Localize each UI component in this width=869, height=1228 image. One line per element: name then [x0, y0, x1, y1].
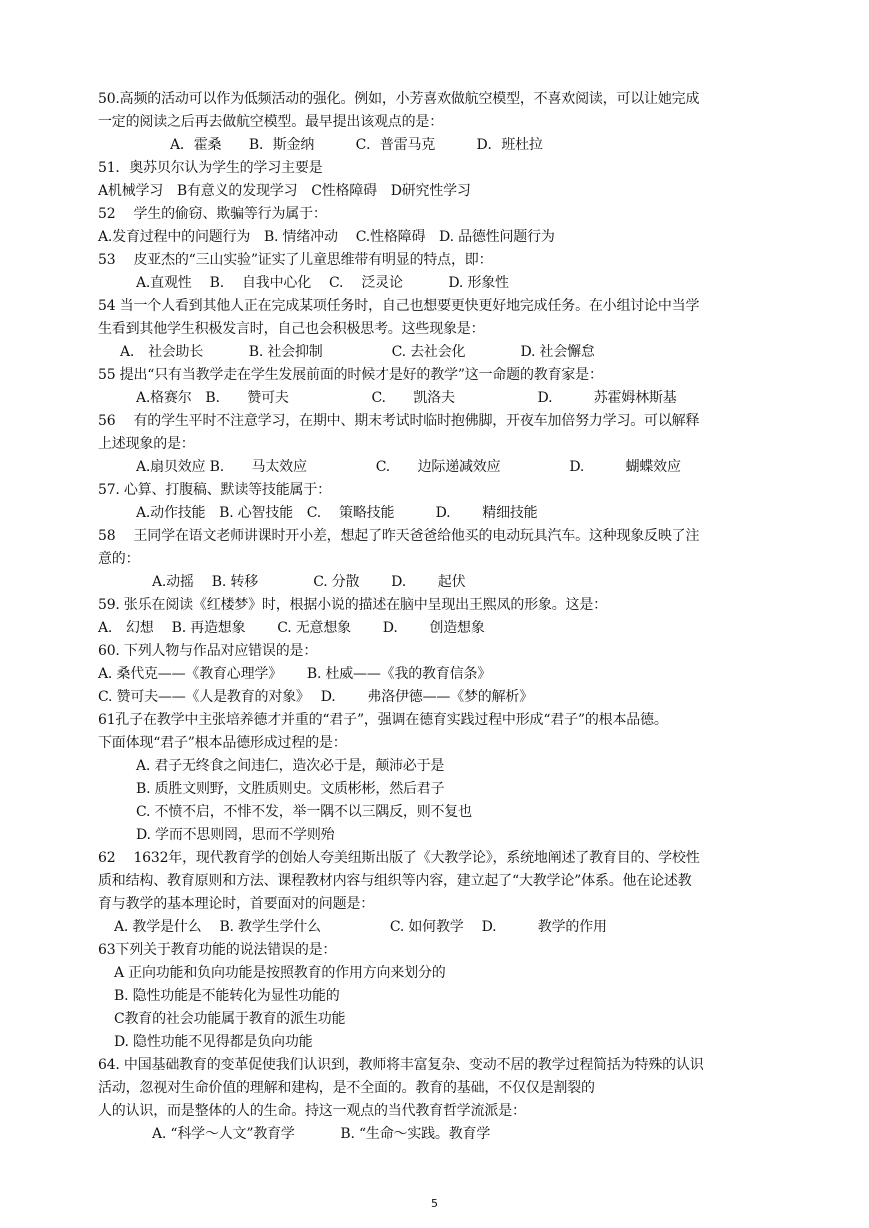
- q56-options: A.扇贝效应 B. 马太效应 C. 边际递减效应 D. 蝴蝶效应: [136, 459, 681, 475]
- q61-stem-line2: 下面体现“君子”根本品德形成过程的是：: [98, 735, 347, 751]
- q52-stem: 52 学生的偷窃、欺骗等行为属于：: [98, 206, 327, 222]
- q51-options: A机械学习 B有意义的发现学习 C性格障碍 D研究性学习: [98, 183, 471, 199]
- q55-options: A.格赛尔 B. 赞可夫 C. 凯洛夫 D. 苏霍姆林斯基: [136, 390, 677, 406]
- q64-stem-line1: 64. 中国基础教育的变革促使我们认识到，教师将丰富复杂、变动不居的教学过程简括为特殊的认识: [98, 1057, 704, 1073]
- q53-options: A.直观性 B. 自我中心化 C. 泛灵论 D. 形象性: [136, 275, 509, 291]
- q59-options: A. 幻想 B. 再造想象 C. 无意想象 D. 创造想象: [98, 620, 485, 636]
- q60-options-line1: A. 桑代克——《教育心理学》 B. 杜威——《我的教育信条》: [98, 666, 492, 682]
- q62-options: A. 教学是什么 B. 教学生学什么 C. 如何教学 D. 教学的作用: [114, 919, 607, 935]
- q61-option-a: A. 君子无终食之间违仁，造次必于是，颠沛必于是: [136, 758, 445, 774]
- q64-stem-line3: 人的认识，而是整体的人的生命。持这一观点的当代教育哲学流派是：: [98, 1103, 526, 1119]
- q64-stem-line2: 活动，忽视对生命价值的理解和建构，是不全面的。教育的基础，不仅仅是割裂的: [98, 1080, 595, 1096]
- q56-stem-line2: 上述现象的是：: [98, 436, 195, 452]
- q61-option-b: B. 质胜文则野，文胜质则史。文质彬彬，然后君子: [136, 781, 445, 797]
- q58-stem-line1: 58 王同学在语文老师讲课时开小差，想起了昨天爸爸给他买的电动玩具汽车。这种现象反映了注: [98, 528, 700, 544]
- q61-stem-line1: 61孔子在教学中主张培养德才并重的“君子”，强调在德育实践过程中形成“君子”的根本品德。: [98, 712, 668, 728]
- q58-options: A.动摇 B. 转移 C. 分散 D. 起伏: [152, 574, 466, 590]
- q63-option-a: A 正向功能和负向功能是按照教育的作用方向来划分的: [114, 965, 446, 981]
- q64-options: A. “科学～人文”教育学 B. “生命～实践。教育学: [152, 1126, 491, 1142]
- q63-option-c: C教育的社会功能属于教育的派生功能: [114, 1011, 346, 1027]
- q50-stem-line1: 50.高频的活动可以作为低频活动的强化。例如，小芳喜欢做航空模型，不喜欢阅读，可以让她完成: [98, 91, 700, 107]
- q60-stem: 60. 下列人物与作品对应错误的是：: [98, 643, 318, 659]
- q61-option-c: C. 不愤不启，不悱不发，举一隅不以三隅反，则不复也: [136, 804, 472, 820]
- q54-stem-line1: 54 当一个人看到其他人正在完成某项任务时，自己也想要更快更好地完成任务。在小组讨论中当学: [98, 298, 700, 314]
- q63-stem: 63下列关于教育功能的说法错误的是：: [98, 942, 337, 958]
- q59-stem: 59. 张乐在阅读《红楼梦》时，根据小说的描述在脑中呈现出王熙凤的形象。这是：: [98, 597, 607, 613]
- q54-stem-line2: 生看到其他学生积极发言时，自己也会积极思考。这些现象是：: [98, 321, 485, 337]
- q50-stem-line2: 一定的阅读之后再去做航空模型。最早提出该观点的是：: [98, 114, 443, 130]
- q63-option-b: B. 隐性功能是不能转化为显性功能的: [114, 988, 340, 1004]
- q56-stem-line1: 56 有的学生平时不注意学习，在期中、期末考试时临时抱佛脚，开夜车加倍努力学习。可以解释: [98, 413, 700, 429]
- q61-option-d: D. 学而不思则罔，思而不学则殆: [136, 827, 335, 843]
- q57-options: A.动作技能 B. 心智技能 C. 策略技能 D. 精细技能: [136, 505, 538, 521]
- q62-stem-line3: 育与教学的基本理论时，首要面对的问题是：: [98, 896, 374, 912]
- q58-stem-line2: 意的：: [98, 551, 140, 567]
- q63-option-d: D. 隐性功能不见得都是负向功能: [114, 1034, 313, 1050]
- q53-stem: 53 皮亚杰的“三山实验”证实了儿童思维带有明显的特点，即：: [98, 252, 493, 268]
- q55-stem: 55 提出“只有当教学走在学生发展前面的时候才是好的教学”这一命题的教育家是：: [98, 367, 603, 383]
- q50-options: A．霍桑 B．斯金纳 C．普雷马克 D．班杜拉: [170, 137, 543, 153]
- q52-options: A.发育过程中的问题行为 B. 情绪冲动 C.性格障碍 D. 品德性问题行为: [98, 229, 555, 245]
- q62-stem-line1: 62 1632年，现代教育学的创始人夸美纽斯出版了《大教学论》，系统地阐述了教育目的、学校性: [98, 850, 700, 866]
- q51-stem: 51．奥苏贝尔认为学生的学习主要是: [98, 160, 323, 176]
- page-number: 5: [431, 1197, 438, 1210]
- q57-stem: 57. 心算、打腹稿、默读等技能属于：: [98, 482, 331, 498]
- q60-options-line2: C. 赞可夫——《人是教育的对象》 D. 弗洛伊德——《梦的解析》: [98, 689, 533, 705]
- q62-stem-line2: 质和结构、教育原则和方法、课程教材内容与组织等内容，建立起了“大教学论”体系。他在论述教: [98, 873, 692, 889]
- q54-options: A. 社会助长 B. 社会抑制 C. 去社会化 D. 社会懈怠: [120, 344, 595, 360]
